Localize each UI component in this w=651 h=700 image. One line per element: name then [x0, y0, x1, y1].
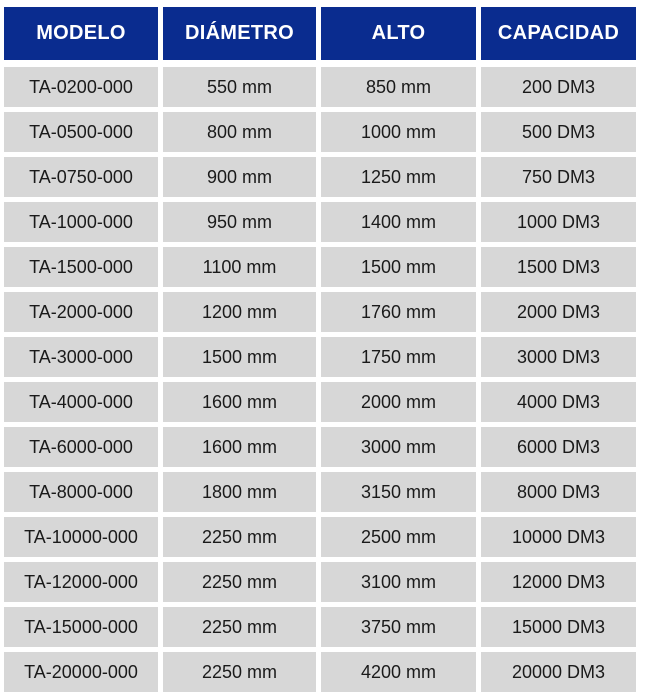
alto-cell: 1760 mm	[321, 292, 476, 332]
modelo-cell: TA-3000-000	[4, 337, 158, 377]
modelo-cell: TA-20000-000	[4, 652, 158, 692]
diametro-cell: 900 mm	[163, 157, 316, 197]
diametro-cell: 2250 mm	[163, 607, 316, 647]
alto-cell: 1000 mm	[321, 112, 476, 152]
capacidad-cell: 12000 DM3	[481, 562, 636, 602]
table-row	[4, 337, 646, 377]
table-row	[4, 427, 646, 467]
diametro-cell: 1500 mm	[163, 337, 316, 377]
alto-cell: 3000 mm	[321, 427, 476, 467]
diametro-cell: 2250 mm	[163, 652, 316, 692]
modelo-cell: TA-6000-000	[4, 427, 158, 467]
table-row	[4, 562, 646, 602]
capacidad-cell: 500 DM3	[481, 112, 636, 152]
capacidad-cell: 750 DM3	[481, 157, 636, 197]
modelo-cell: TA-1000-000	[4, 202, 158, 242]
modelo-cell: TA-4000-000	[4, 382, 158, 422]
capacidad-cell: 10000 DM3	[481, 517, 636, 557]
diametro-cell: 2250 mm	[163, 517, 316, 557]
header-capacidad: CAPACIDAD	[481, 7, 636, 60]
alto-cell: 1500 mm	[321, 247, 476, 287]
modelo-cell: TA-12000-000	[4, 562, 158, 602]
diametro-cell: 1800 mm	[163, 472, 316, 512]
table-row	[4, 382, 646, 422]
alto-cell: 2000 mm	[321, 382, 476, 422]
capacidad-cell: 8000 DM3	[481, 472, 636, 512]
diametro-cell: 1600 mm	[163, 427, 316, 467]
diametro-cell: 800 mm	[163, 112, 316, 152]
table-body	[4, 67, 646, 692]
capacidad-cell: 4000 DM3	[481, 382, 636, 422]
modelo-cell: TA-1500-000	[4, 247, 158, 287]
diametro-cell: 950 mm	[163, 202, 316, 242]
table-row	[4, 202, 646, 242]
table-row	[4, 652, 646, 692]
capacidad-cell: 3000 DM3	[481, 337, 636, 377]
capacidad-cell: 2000 DM3	[481, 292, 636, 332]
diametro-cell: 1600 mm	[163, 382, 316, 422]
capacidad-cell: 15000 DM3	[481, 607, 636, 647]
modelo-cell: TA-8000-000	[4, 472, 158, 512]
table-row	[4, 112, 646, 152]
diametro-cell: 1100 mm	[163, 247, 316, 287]
capacidad-cell: 20000 DM3	[481, 652, 636, 692]
diametro-cell: 1200 mm	[163, 292, 316, 332]
alto-cell: 850 mm	[321, 67, 476, 107]
table-row	[4, 472, 646, 512]
table-header	[4, 7, 646, 60]
capacidad-cell: 1000 DM3	[481, 202, 636, 242]
capacidad-cell: 200 DM3	[481, 67, 636, 107]
table-row	[4, 517, 646, 557]
table-row	[4, 247, 646, 287]
alto-cell: 4200 mm	[321, 652, 476, 692]
table-row	[4, 67, 646, 107]
modelo-cell: TA-10000-000	[4, 517, 158, 557]
modelo-cell: TA-0750-000	[4, 157, 158, 197]
table-row	[4, 157, 646, 197]
modelo-cell: TA-0200-000	[4, 67, 158, 107]
alto-cell: 1400 mm	[321, 202, 476, 242]
diametro-cell: 550 mm	[163, 67, 316, 107]
alto-cell: 3150 mm	[321, 472, 476, 512]
table-row	[4, 607, 646, 647]
modelo-cell: TA-2000-000	[4, 292, 158, 332]
diametro-cell: 2250 mm	[163, 562, 316, 602]
header-alto: ALTO	[321, 7, 476, 60]
alto-cell: 2500 mm	[321, 517, 476, 557]
alto-cell: 3750 mm	[321, 607, 476, 647]
alto-cell: 1750 mm	[321, 337, 476, 377]
header-diametro: DIÁMETRO	[163, 7, 316, 60]
alto-cell: 3100 mm	[321, 562, 476, 602]
modelo-cell: TA-0500-000	[4, 112, 158, 152]
capacidad-cell: 1500 DM3	[481, 247, 636, 287]
header-modelo: MODELO	[4, 7, 158, 60]
alto-cell: 1250 mm	[321, 157, 476, 197]
specs-table	[4, 7, 646, 697]
modelo-cell: TA-15000-000	[4, 607, 158, 647]
capacidad-cell: 6000 DM3	[481, 427, 636, 467]
table-row	[4, 292, 646, 332]
